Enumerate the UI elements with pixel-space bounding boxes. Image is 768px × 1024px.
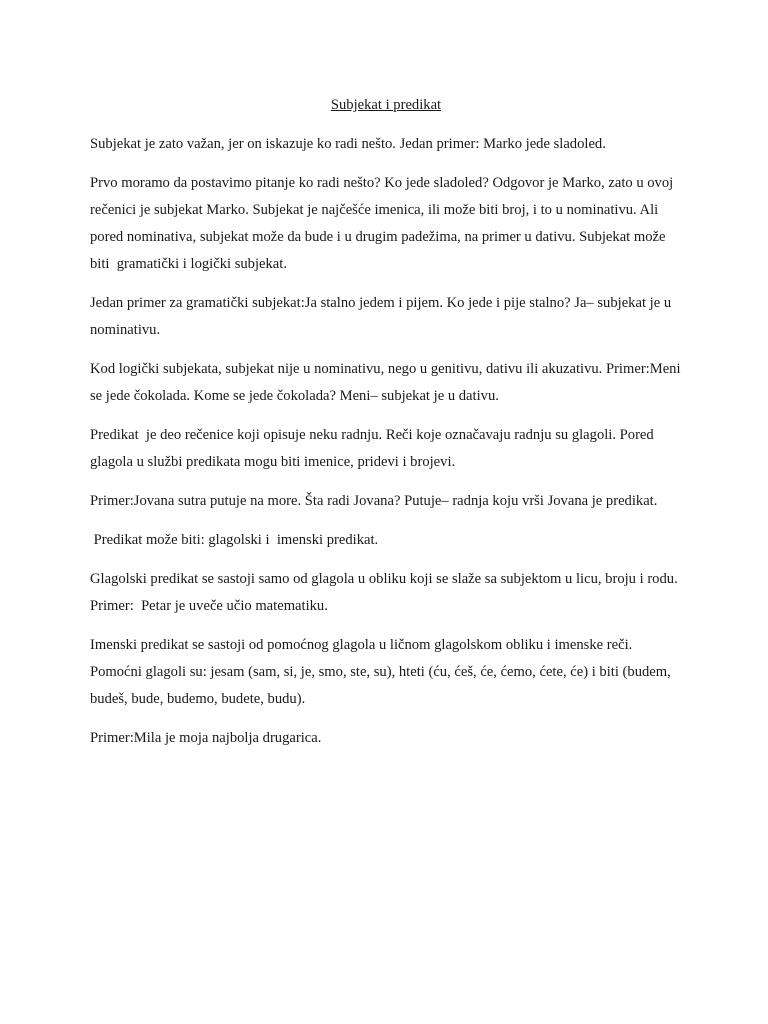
paragraph-7: Predikat može biti: glagolski i imenski predikat. [90,532,379,548]
document-body [90,92,685,764]
paragraph-6: Primer:Jovana sutra putuje na more. Šta radi Jovana? Putuje– radnja koju vrši Jovana je predikat. [90,493,658,509]
paragraph-2: Prvo moramo da postavimo pitanje ko radi nešto? Ko jede sladoled? Odgovor je Marko, zato u ovoj rečenici je subjekat Marko. Subjekat je najčešće imenica, ili može biti broj, i to u nominativu. Ali pored nominativa, subjekat može da bude i u drugim padežima, na primer u dativu. Subjekat može biti gramatički i logički subjekat. [90,175,677,272]
paragraph-4: Kod logički subjekata, subjekat nije u nominativu, nego u genitivu, dativu ili akuzativu. Primer:Meni se jede čokolada. Kome se jede čokolada? Meni– subjekat je u dativu. [90,361,685,404]
paragraph-8: Glagolski predikat se sastoji samo od glagola u obliku koji se slaže sa subjektom u licu, broju i rodu. Primer: Petar je uveče učio matematiku. [90,571,682,614]
paragraph-1: Subjekat je zato važan, jer on iskazuje ko radi nešto. Jedan primer: Marko jede sladoled. [90,136,606,152]
paragraph-5: Predikat je deo rečenice koji opisuje neku radnju. Reči koje označavaju radnju su glagoli. Pored glagola u službi predikata mogu biti imenice, pridevi i brojevi. [90,427,658,470]
paragraph-3: Jedan primer za gramatički subjekat:Ja stalno jedem i pijem. Ko jede i pije stalno? Ja– subjekat je u nominativu. [90,295,675,338]
document-title: Subjekat i predikat [330,97,442,113]
paragraph-10: Primer:Mila je moja najbolja drugarica. [90,730,322,746]
paragraph-9: Imenski predikat se sastoji od pomoćnog glagola u ličnom glagolskom obliku i imenske reči. Pomoćni glagoli su: jesam (sam, si, je, smo, ste, su), hteti (ću, ćeš, će, ćemo, ćete, će) i biti (budem, budeš, bude, budemo, budete, budu). [90,637,675,707]
